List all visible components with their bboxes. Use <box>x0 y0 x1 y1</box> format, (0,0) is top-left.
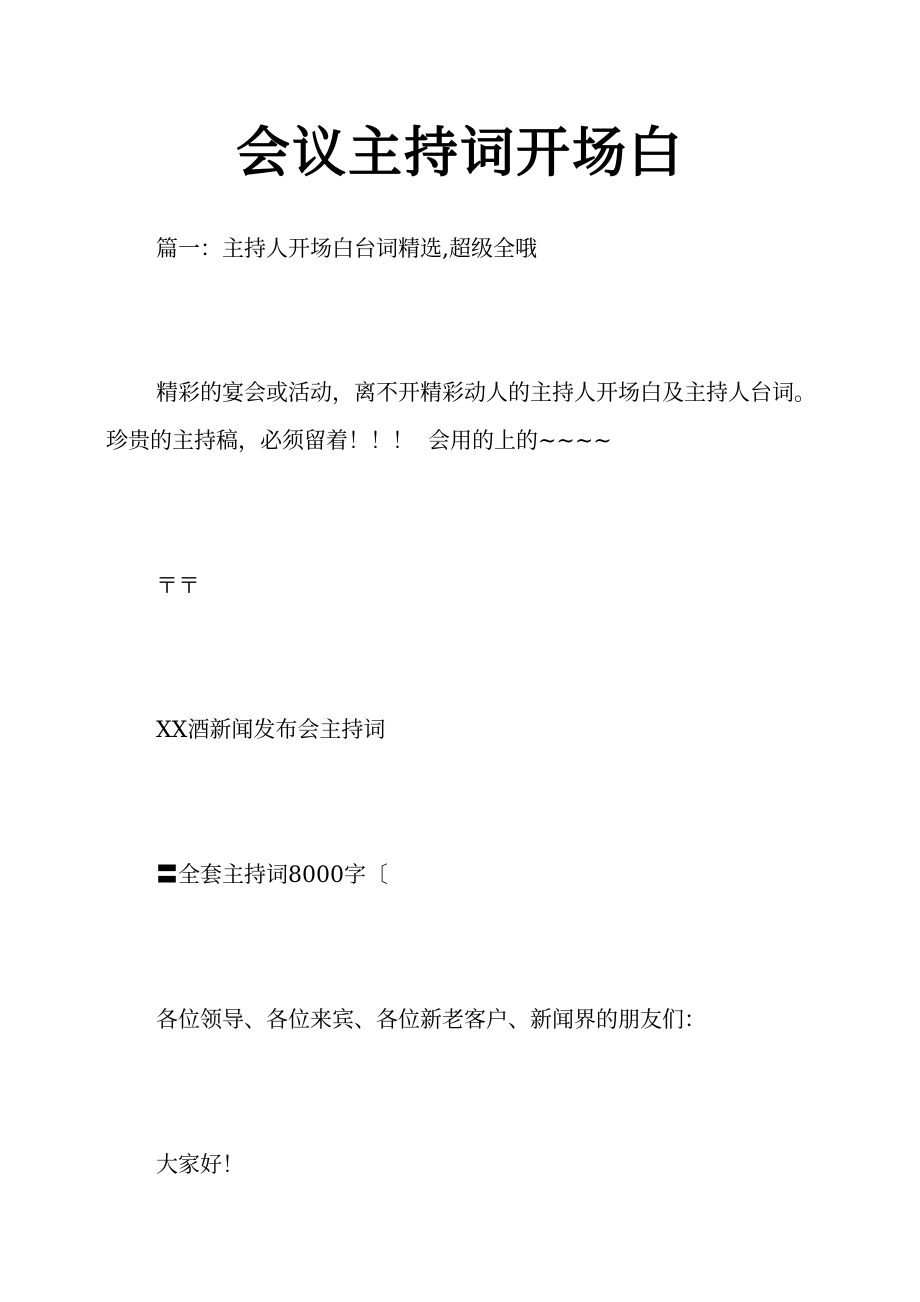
paragraph-full-set: 〓全套主持词8000字〔 <box>156 863 388 888</box>
paragraph-event-heading: XX酒新闻发布会主持词 <box>156 718 386 743</box>
paragraph-greeting-audience: 各位领导、各位来宾、各位新老客户、新闻界的朋友们： <box>156 1008 707 1033</box>
paragraph-chapter-heading: 篇一：主持人开场白台词精选,超级全哦 <box>156 237 537 262</box>
paragraph-hello: 大家好！ <box>156 1153 245 1178</box>
paragraph-symbols: 〒〒 <box>156 574 201 599</box>
paragraph-intro: 精彩的宴会或活动，离不开精彩动人的主持人开场白及主持人台词。珍贵的主持稿，必须留着！！！ 会用的上的~~~~ <box>106 381 817 454</box>
document-title: 会议主持词开场白 <box>236 121 684 184</box>
